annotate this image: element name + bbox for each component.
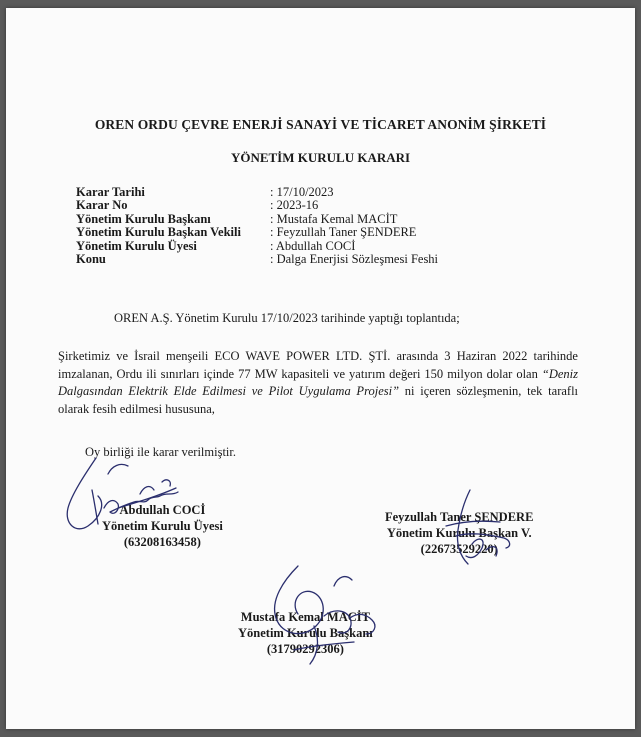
detail-row [76, 240, 438, 253]
detail-value: : Abdullah COCİ [270, 238, 356, 253]
decision-paragraph [58, 348, 578, 418]
detail-value: : Feyzullah Taner ŞENDERE [270, 225, 417, 240]
detail-key: Yönetim Kurulu Üyesi [76, 238, 197, 253]
document-page [6, 8, 635, 729]
detail-row [76, 199, 438, 212]
detail-row [76, 186, 438, 199]
signer-name: Feyzullah Taner ŞENDERE [385, 510, 534, 524]
decision-text-2: ni içeren sözleşmenin, tek taraflı olarak fesih edilmesi hususuna, [58, 384, 579, 416]
detail-key: Karar No [76, 198, 128, 213]
detail-key: Karar Tarihi [76, 185, 145, 199]
signer-name: Abdullah COCİ [119, 503, 206, 517]
detail-key: Yönetim Kurulu Başkan Vekili [76, 225, 241, 240]
decision-details [76, 186, 438, 266]
signer-id: (22673529220) [420, 542, 498, 556]
signer-role: Yönetim Kurulu Üyesi [102, 519, 223, 533]
signer-vice-chair [385, 509, 533, 557]
detail-value: : Mustafa Kemal MACİT [270, 211, 398, 226]
signer-id: (63208163458) [123, 535, 201, 549]
detail-row [76, 226, 438, 239]
signer-id: (31790292306) [266, 642, 344, 656]
signer-role: Yönetim Kurulu Başkan V. [386, 526, 532, 540]
consensus-statement: Oy birliği ile karar verilmiştir. [85, 445, 237, 459]
document-title: YÖNETİM KURULU KARARI [230, 150, 411, 165]
detail-value: : 2023-16 [270, 198, 319, 213]
detail-key: Yönetim Kurulu Başkanı [76, 211, 211, 226]
detail-value: : 17/10/2023 [270, 185, 334, 199]
signer-member [102, 502, 223, 550]
decision-text-1: Şirketimiz ve İsrail menşeili ECO WAVE POWER LTD. ŞTİ. arasında 3 Haziran 2022 tarihinde imzalanan, Ordu ili sınırları içinde 77 MW kapasiteli ve yatırım değeri 150 milyon dolar olan [58, 349, 578, 381]
detail-row [76, 253, 438, 266]
signer-role: Yönetim Kurulu Başkanı [238, 626, 373, 640]
meeting-intro: OREN A.Ş. Yönetim Kurulu 17/10/2023 tarihinde yaptığı toplantıda; [114, 311, 460, 325]
signer-chair [238, 609, 373, 657]
company-title: OREN ORDU ÇEVRE ENERJİ SANAYİ VE TİCARET ANONİM ŞİRKETİ [94, 117, 547, 132]
project-name: “Deniz Dalgasından Elektrik Elde Edilmesi ve Pilot Uygulama Projesi” [58, 366, 578, 399]
detail-key: Konu [76, 252, 106, 267]
detail-row [76, 213, 438, 226]
signer-name: Mustafa Kemal MACİT [240, 610, 370, 624]
detail-value: : Dalga Enerjisi Sözleşmesi Feshi [270, 252, 439, 267]
